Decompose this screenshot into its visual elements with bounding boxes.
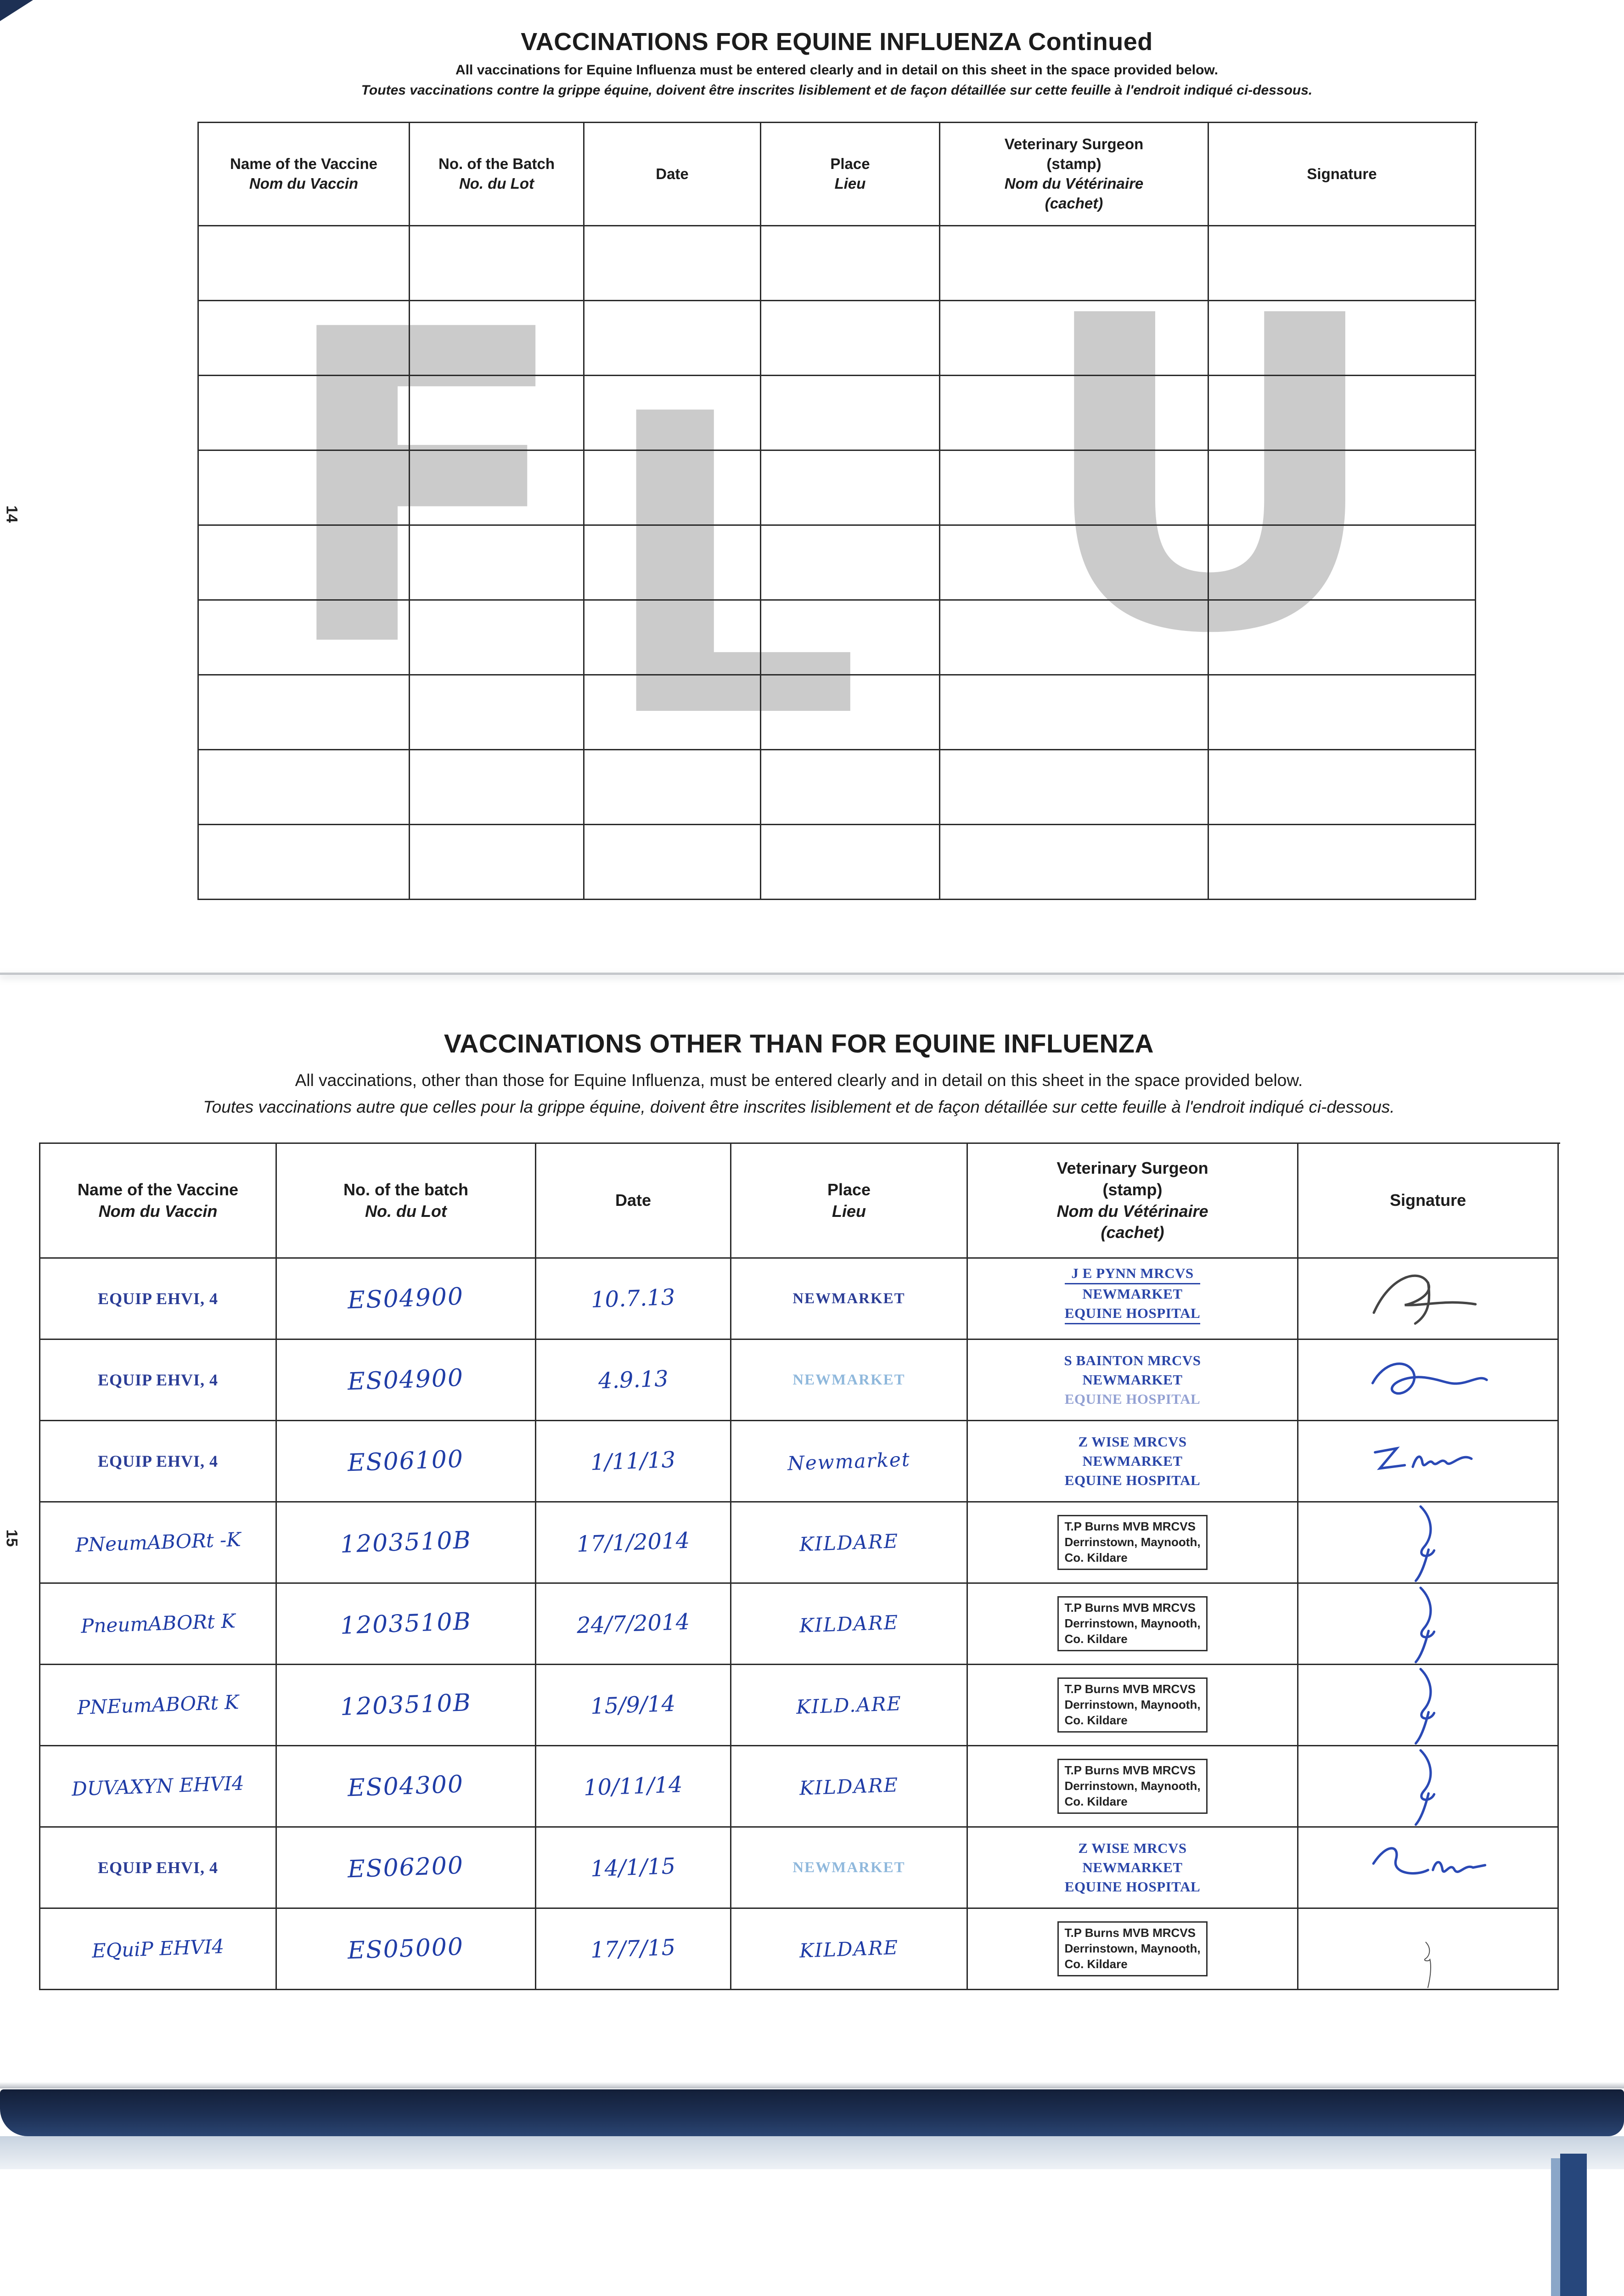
- flu-subtitle-en: All vaccinations for Equine Influenza must be entered clearly and in detail on this sheet in the space provided below.: [455, 62, 1218, 78]
- place-value: KILDARE: [799, 1610, 899, 1637]
- date-cell: [536, 1503, 731, 1584]
- vet-stamp-cell: [968, 1421, 1298, 1503]
- vet-stamp-cell: [968, 1259, 1298, 1340]
- vaccine-name-cell: [40, 1746, 277, 1828]
- book-spine-edge: [1560, 2154, 1587, 2296]
- signature-scribble: [1396, 1665, 1460, 1745]
- vet-stamp: T.P Burns MVB MRCVS Derrinstown, Maynooth, Co. Kildare: [1057, 1759, 1207, 1813]
- signature-scribble: [1396, 1746, 1460, 1826]
- batch-number: ES04300: [347, 1770, 465, 1802]
- book-cover-edge: [0, 2089, 1624, 2136]
- empty-table-row: [199, 601, 1478, 675]
- batch-number: 1203510B: [340, 1526, 472, 1559]
- place-value: KILDARE: [799, 1773, 899, 1800]
- table-row: [40, 1909, 1560, 1990]
- table-row: [40, 1828, 1560, 1909]
- scan-corner-artifact: [0, 0, 33, 21]
- empty-table-row: [199, 376, 1478, 451]
- header-date: Date: [536, 1144, 731, 1259]
- empty-table-row: [199, 226, 1478, 301]
- date-value: 17/7/15: [590, 1934, 676, 1964]
- table-row: [40, 1503, 1560, 1584]
- vaccine-name-cell: [40, 1503, 277, 1584]
- place-cell: [731, 1421, 968, 1503]
- other-vaccination-table: [39, 1142, 1560, 1990]
- date-value: 24/7/2014: [576, 1609, 690, 1639]
- flu-vaccination-table: [197, 122, 1478, 900]
- date-value: 1/11/13: [590, 1446, 676, 1476]
- place-cell: [731, 1665, 968, 1746]
- batch-cell: [277, 1746, 536, 1828]
- other-subtitle-en: All vaccinations, other than those for Equine Influenza, must be entered clearly and in detail on this sheet in the space provided below.: [295, 1071, 1303, 1090]
- signature-cell: [1298, 1909, 1559, 1990]
- date-cell: [536, 1909, 731, 1990]
- signature-scribble: [1368, 1429, 1489, 1493]
- vet-stamp-cell: [968, 1584, 1298, 1665]
- batch-cell: [277, 1340, 536, 1421]
- place-value: NEWMARKET: [792, 1859, 905, 1876]
- vet-stamp: J E PYNN MRCVS NEWMARKET EQUINE HOSPITAL: [1065, 1264, 1200, 1324]
- date-value: 17/1/2014: [576, 1527, 690, 1558]
- vet-stamp: T.P Burns MVB MRCVS Derrinstown, Maynooth, Co. Kildare: [1057, 1596, 1207, 1651]
- vet-stamp-cell: [968, 1746, 1298, 1828]
- book-cover-highlight: [0, 2136, 1624, 2169]
- empty-table-row: [199, 526, 1478, 601]
- signature-scribble: [1368, 1266, 1489, 1331]
- date-value: 10/11/14: [583, 1772, 683, 1801]
- table-header-row: [40, 1144, 1560, 1259]
- signature-cell: [1298, 1584, 1559, 1665]
- vaccine-name: DUVAXYN EHVI4: [71, 1772, 245, 1801]
- signature-cell: [1298, 1503, 1559, 1584]
- vet-stamp: Z WISE MRCVS NEWMARKET EQUINE HOSPITAL: [1064, 1434, 1201, 1488]
- vaccine-name-cell: [40, 1259, 277, 1340]
- batch-cell: [277, 1584, 536, 1665]
- date-value: 10.7.13: [590, 1284, 676, 1313]
- signature-cell: [1298, 1340, 1559, 1421]
- date-value: 4.9.13: [597, 1366, 669, 1394]
- batch-cell: [277, 1828, 536, 1909]
- signature-scribble: [1368, 1348, 1489, 1412]
- header-signature: Signature: [1298, 1144, 1559, 1259]
- vaccine-name-cell: [40, 1421, 277, 1503]
- header-vaccine-name: Name of the Vaccine Nom du Vaccin: [40, 1144, 277, 1259]
- date-cell: [536, 1259, 731, 1340]
- vaccine-name: PNEumABORt K: [77, 1690, 239, 1719]
- signature-scribble: [1368, 1835, 1489, 1900]
- empty-table-row: [199, 750, 1478, 825]
- vaccine-name: PneumABORt K: [80, 1609, 236, 1638]
- place-value: KILDARE: [799, 1529, 899, 1556]
- signature-cell: [1298, 1746, 1559, 1828]
- date-value: 15/9/14: [590, 1690, 676, 1720]
- batch-cell: [277, 1909, 536, 1990]
- date-cell: [536, 1584, 731, 1665]
- vaccine-name: PNeumABORt -K: [74, 1528, 242, 1557]
- header-batch: No. of the batch No. du Lot: [277, 1144, 536, 1259]
- vet-stamp: T.P Burns MVB MRCVS Derrinstown, Maynooth, Co. Kildare: [1057, 1515, 1207, 1570]
- vaccine-name-cell: [40, 1909, 277, 1990]
- date-value: 14/1/15: [590, 1853, 676, 1882]
- table-row: [40, 1340, 1560, 1421]
- place-value: KILDARE: [799, 1936, 899, 1962]
- batch-number: 1203510B: [340, 1689, 472, 1721]
- place-cell: [731, 1909, 968, 1990]
- vaccine-name-cell: [40, 1665, 277, 1746]
- batch-cell: [277, 1259, 536, 1340]
- date-cell: [536, 1340, 731, 1421]
- vet-stamp: T.P Burns MVB MRCVS Derrinstown, Maynooth, Co. Kildare: [1057, 1921, 1207, 1976]
- signature-cell: [1298, 1421, 1559, 1503]
- header-vaccine-name: Name of the Vaccine Nom du Vaccin: [199, 123, 410, 226]
- vet-stamp: Z WISE MRCVS NEWMARKET EQUINE HOSPITAL: [1064, 1840, 1201, 1895]
- book-spine-edge-light: [1551, 2158, 1560, 2296]
- place-cell: [731, 1259, 968, 1340]
- place-cell: [731, 1503, 968, 1584]
- flu-watermark-letter-l: L: [598, 328, 862, 809]
- signature-scribble: [1413, 1941, 1443, 1989]
- vaccine-name: EQUIP EHVI, 4: [97, 1371, 219, 1389]
- place-value: KILD.ARE: [796, 1692, 902, 1718]
- place-cell: [731, 1340, 968, 1421]
- place-cell: [731, 1828, 968, 1909]
- other-section-title: VACCINATIONS OTHER THAN FOR EQUINE INFLUENZA: [444, 1029, 1154, 1058]
- vaccine-name: EQUIP EHVI, 4: [97, 1289, 219, 1308]
- place-value: Newmarket: [787, 1447, 911, 1475]
- other-subtitle-fr: Toutes vaccinations autre que celles pour la grippe équine, doivent être inscrites lisiblement et de façon détaillée sur cette feuille à l'endroit indiqué ci-dessous.: [203, 1097, 1395, 1116]
- date-cell: [536, 1421, 731, 1503]
- table-row: [40, 1746, 1560, 1828]
- place-value: NEWMARKET: [792, 1371, 905, 1388]
- place-value: NEWMARKET: [792, 1290, 905, 1307]
- header-vet-surgeon: Veterinary Surgeon (stamp) Nom du Vétérinaire (cachet): [940, 123, 1209, 226]
- header-vet-surgeon: Veterinary Surgeon (stamp) Nom du Vétérinaire (cachet): [968, 1144, 1298, 1259]
- header-date: Date: [584, 123, 761, 226]
- empty-table-row: [199, 301, 1478, 376]
- vet-stamp-cell: [968, 1828, 1298, 1909]
- header-batch: No. of the Batch No. du Lot: [410, 123, 584, 226]
- flu-subtitle-fr: Toutes vaccinations contre la grippe équine, doivent être inscrites lisiblement et de façon détaillée sur cette feuille à l'endroit indiqué ci-dessous.: [361, 83, 1313, 98]
- page-number-15: 15: [3, 1529, 21, 1547]
- flu-section-title: VACCINATIONS FOR EQUINE INFLUENZA Continued: [521, 28, 1153, 56]
- empty-table-row: [199, 451, 1478, 526]
- signature-cell: [1298, 1828, 1559, 1909]
- vet-stamp: T.P Burns MVB MRCVS Derrinstown, Maynooth, Co. Kildare: [1057, 1677, 1207, 1732]
- batch-number: 1203510B: [340, 1608, 472, 1640]
- empty-table-row: [199, 675, 1478, 750]
- signature-scribble: [1396, 1503, 1460, 1582]
- vaccine-name-cell: [40, 1584, 277, 1665]
- batch-number: ES05000: [347, 1933, 465, 1965]
- vaccine-name: EQuiP EHVI4: [91, 1935, 225, 1962]
- batch-number: ES04900: [347, 1364, 465, 1396]
- header-signature: Signature: [1209, 123, 1476, 226]
- table-row: [40, 1584, 1560, 1665]
- page-number-14: 14: [3, 505, 21, 523]
- batch-cell: [277, 1503, 536, 1584]
- batch-number: ES06200: [347, 1851, 465, 1884]
- table-header-row: [199, 123, 1478, 226]
- vet-stamp: S BAINTON MRCVS NEWMARKET EQUINE HOSPITAL: [1064, 1352, 1201, 1407]
- vet-stamp-cell: [968, 1665, 1298, 1746]
- batch-number: ES06100: [347, 1445, 465, 1477]
- flu-watermark-letter-f: F: [277, 239, 572, 742]
- signature-cell: [1298, 1259, 1559, 1340]
- signature-scribble: [1396, 1584, 1460, 1664]
- date-cell: [536, 1828, 731, 1909]
- vaccine-name: EQUIP EHVI, 4: [97, 1858, 219, 1877]
- vaccine-name-cell: [40, 1340, 277, 1421]
- vaccine-name-cell: [40, 1828, 277, 1909]
- table-row: [40, 1665, 1560, 1746]
- header-place: Place Lieu: [761, 123, 940, 226]
- vet-stamp-cell: [968, 1340, 1298, 1421]
- table-row: [40, 1259, 1560, 1340]
- place-cell: [731, 1746, 968, 1828]
- page-fold-divider: [0, 973, 1624, 975]
- place-cell: [731, 1584, 968, 1665]
- vaccine-name: EQUIP EHVI, 4: [97, 1452, 219, 1470]
- page-bottom-shadow: [0, 2082, 1624, 2088]
- header-place: Place Lieu: [731, 1144, 968, 1259]
- batch-number: ES04900: [347, 1283, 465, 1315]
- batch-cell: [277, 1665, 536, 1746]
- date-cell: [536, 1746, 731, 1828]
- vet-stamp-cell: [968, 1909, 1298, 1990]
- flu-watermark-letter-u: U: [1034, 225, 1385, 728]
- table-row: [40, 1421, 1560, 1503]
- vet-stamp-cell: [968, 1503, 1298, 1584]
- signature-cell: [1298, 1665, 1559, 1746]
- empty-table-row: [199, 825, 1478, 900]
- date-cell: [536, 1665, 731, 1746]
- batch-cell: [277, 1421, 536, 1503]
